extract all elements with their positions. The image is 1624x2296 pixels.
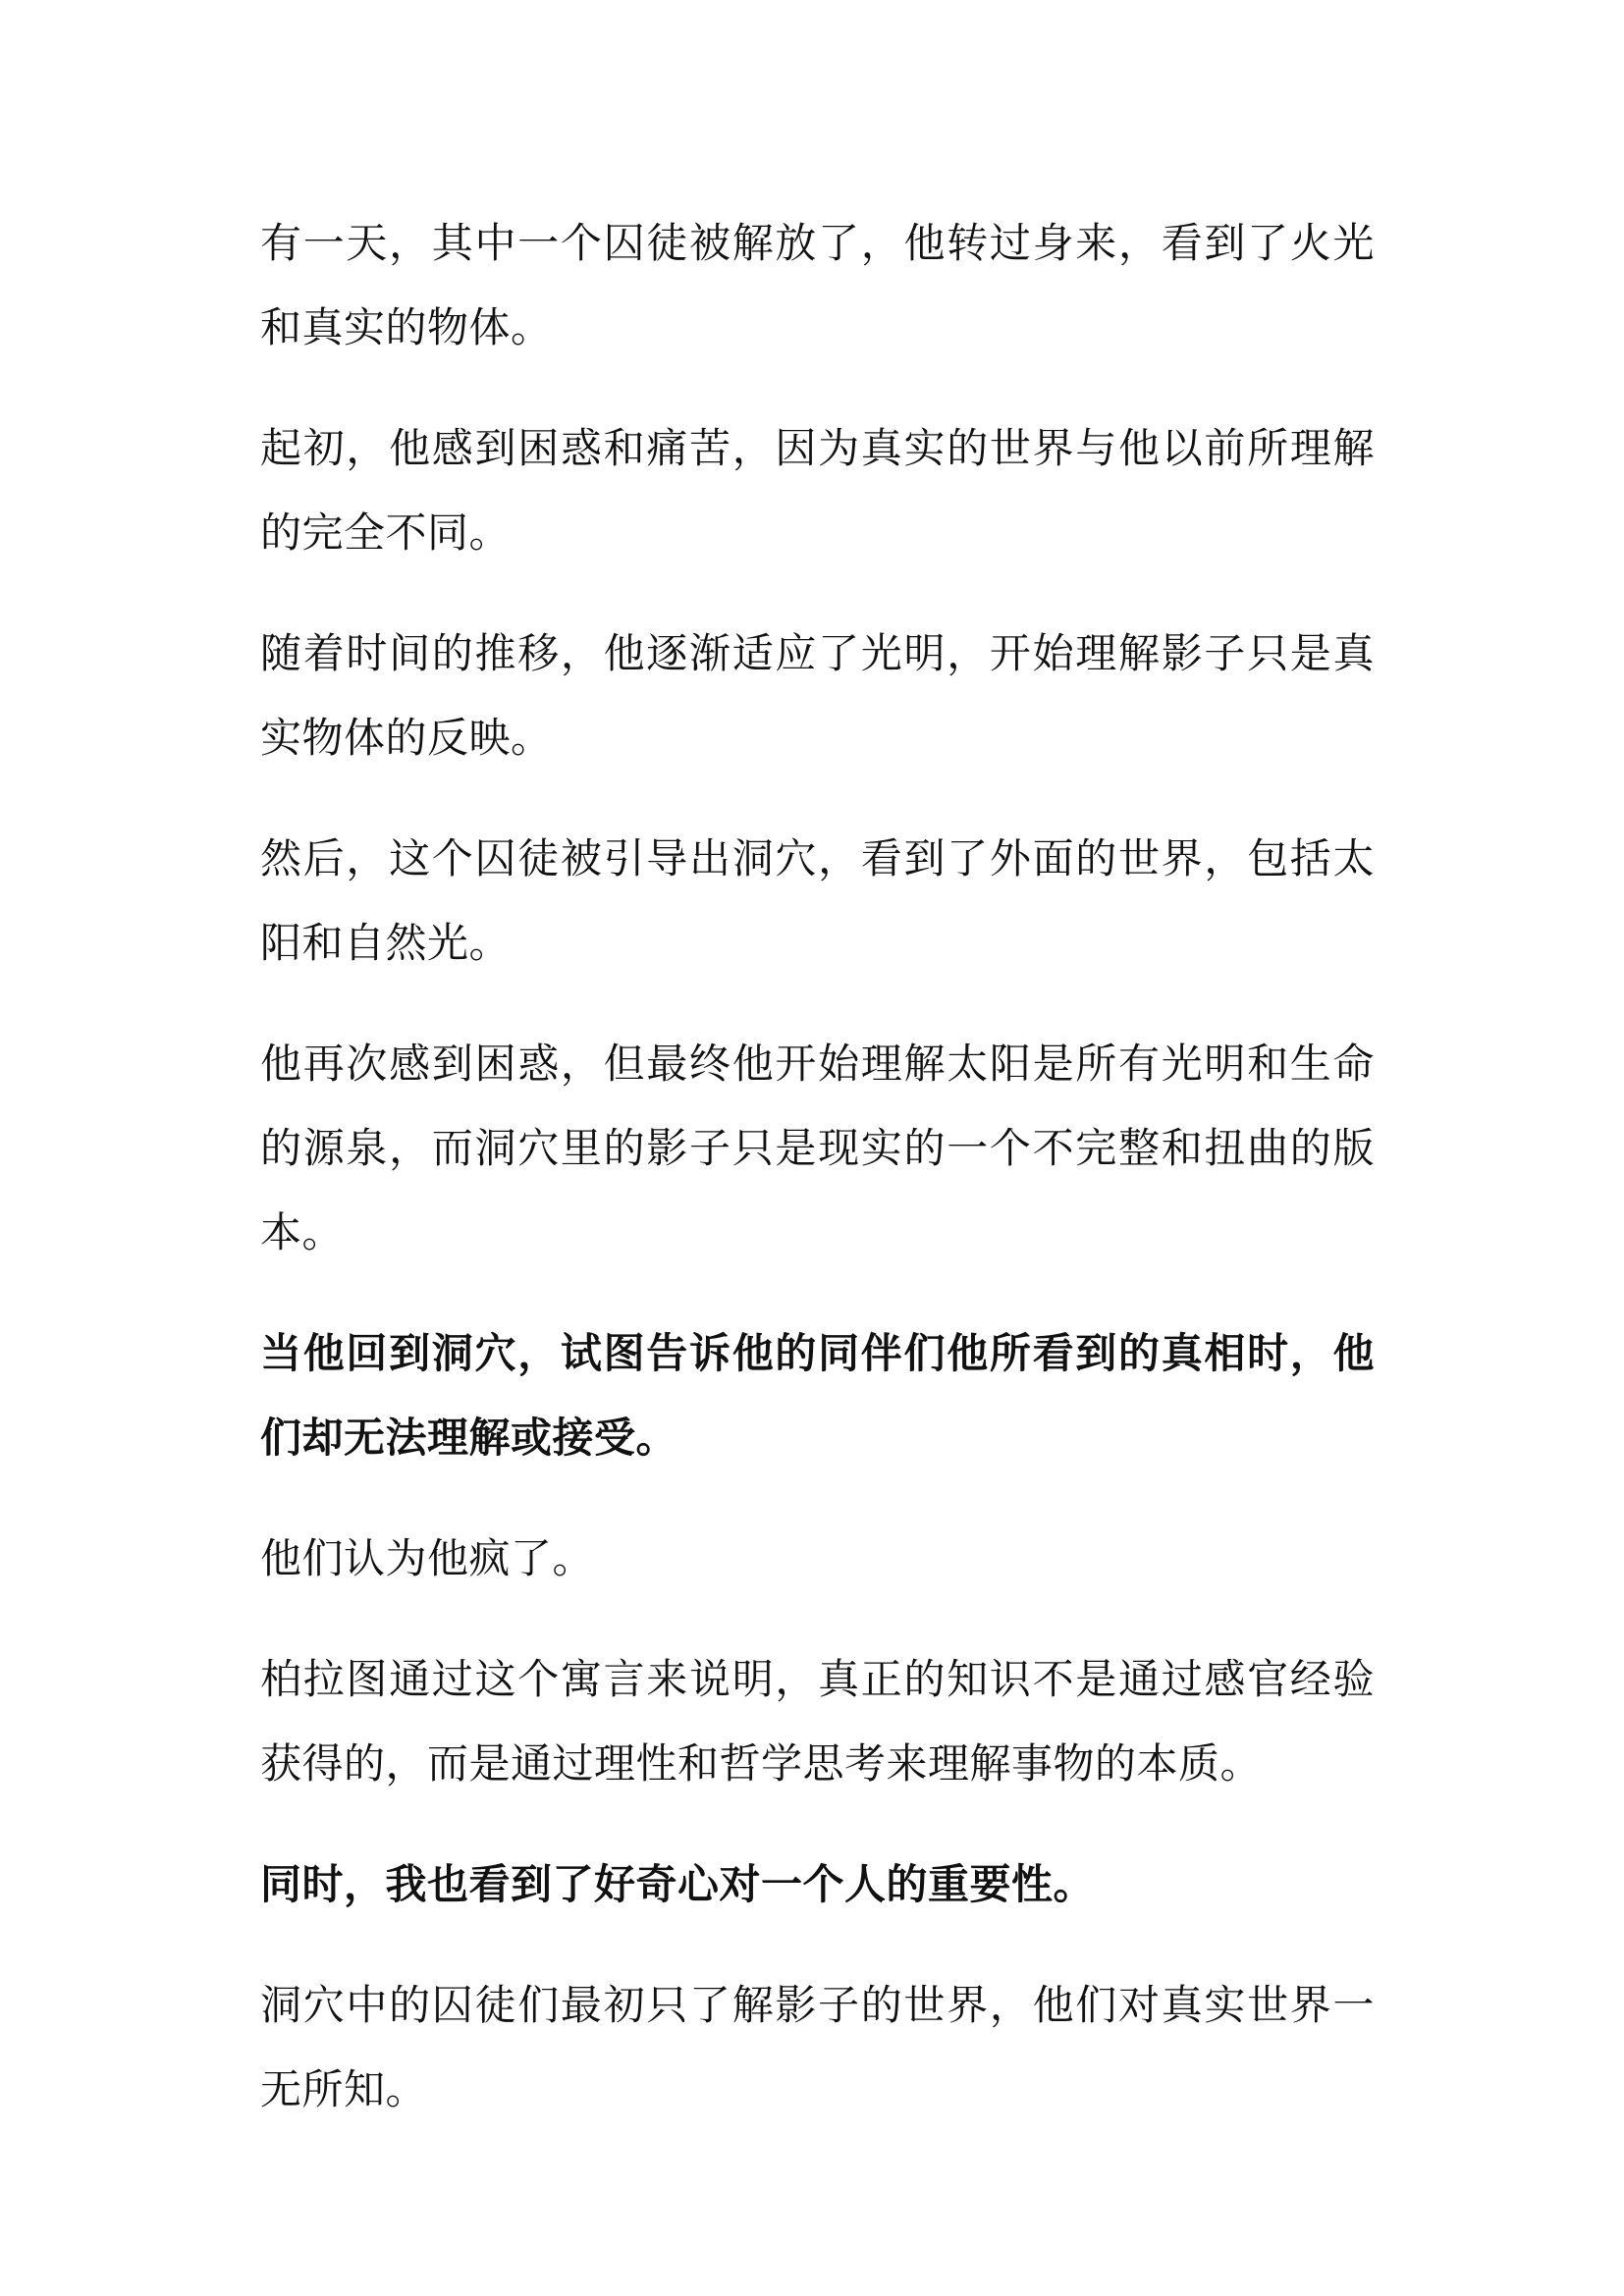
paragraph-6-bold: 当他回到洞穴，试图告诉他的同伴们他所看到的真相时，他们却无法理解或接受。 [260, 1329, 1375, 1462]
paragraph-7: 他们认为他疯了。 [260, 1534, 595, 1582]
paragraph-8: 柏拉图通过这个寓言来说明，真正的知识不是通过感官经验获得的，而是通过理性和哲学思考来理解事物的本质。 [260, 1655, 1375, 1788]
paragraph-10: 洞穴中的囚徒们最初只了解影子的世界，他们对真实世界一无所知。 [260, 1981, 1375, 2113]
paragraph-9-bold: 同时，我也看到了好奇心对一个人的重要性。 [260, 1860, 1096, 1908]
paragraph-1: 有一天，其中一个囚徒被解放了，他转过身来，看到了火光和真实的物体。 [260, 219, 1375, 351]
paragraph-4: 然后，这个囚徒被引导出洞穴，看到了外面的世界，包括太阳和自然光。 [260, 834, 1375, 967]
paragraph-2: 起初，他感到困惑和痛苦，因为真实的世界与他以前所理解的完全不同。 [260, 424, 1375, 557]
paragraph-5: 他再次感到困惑，但最终他开始理解太阳是所有光明和生命的源泉，而洞穴里的影子只是现实的一个不完整和扭曲的版本。 [260, 1040, 1375, 1256]
paragraph-3: 随着时间的推移，他逐渐适应了光明，开始理解影子只是真实物体的反映。 [260, 629, 1375, 762]
document-body [260, 201, 1375, 2168]
